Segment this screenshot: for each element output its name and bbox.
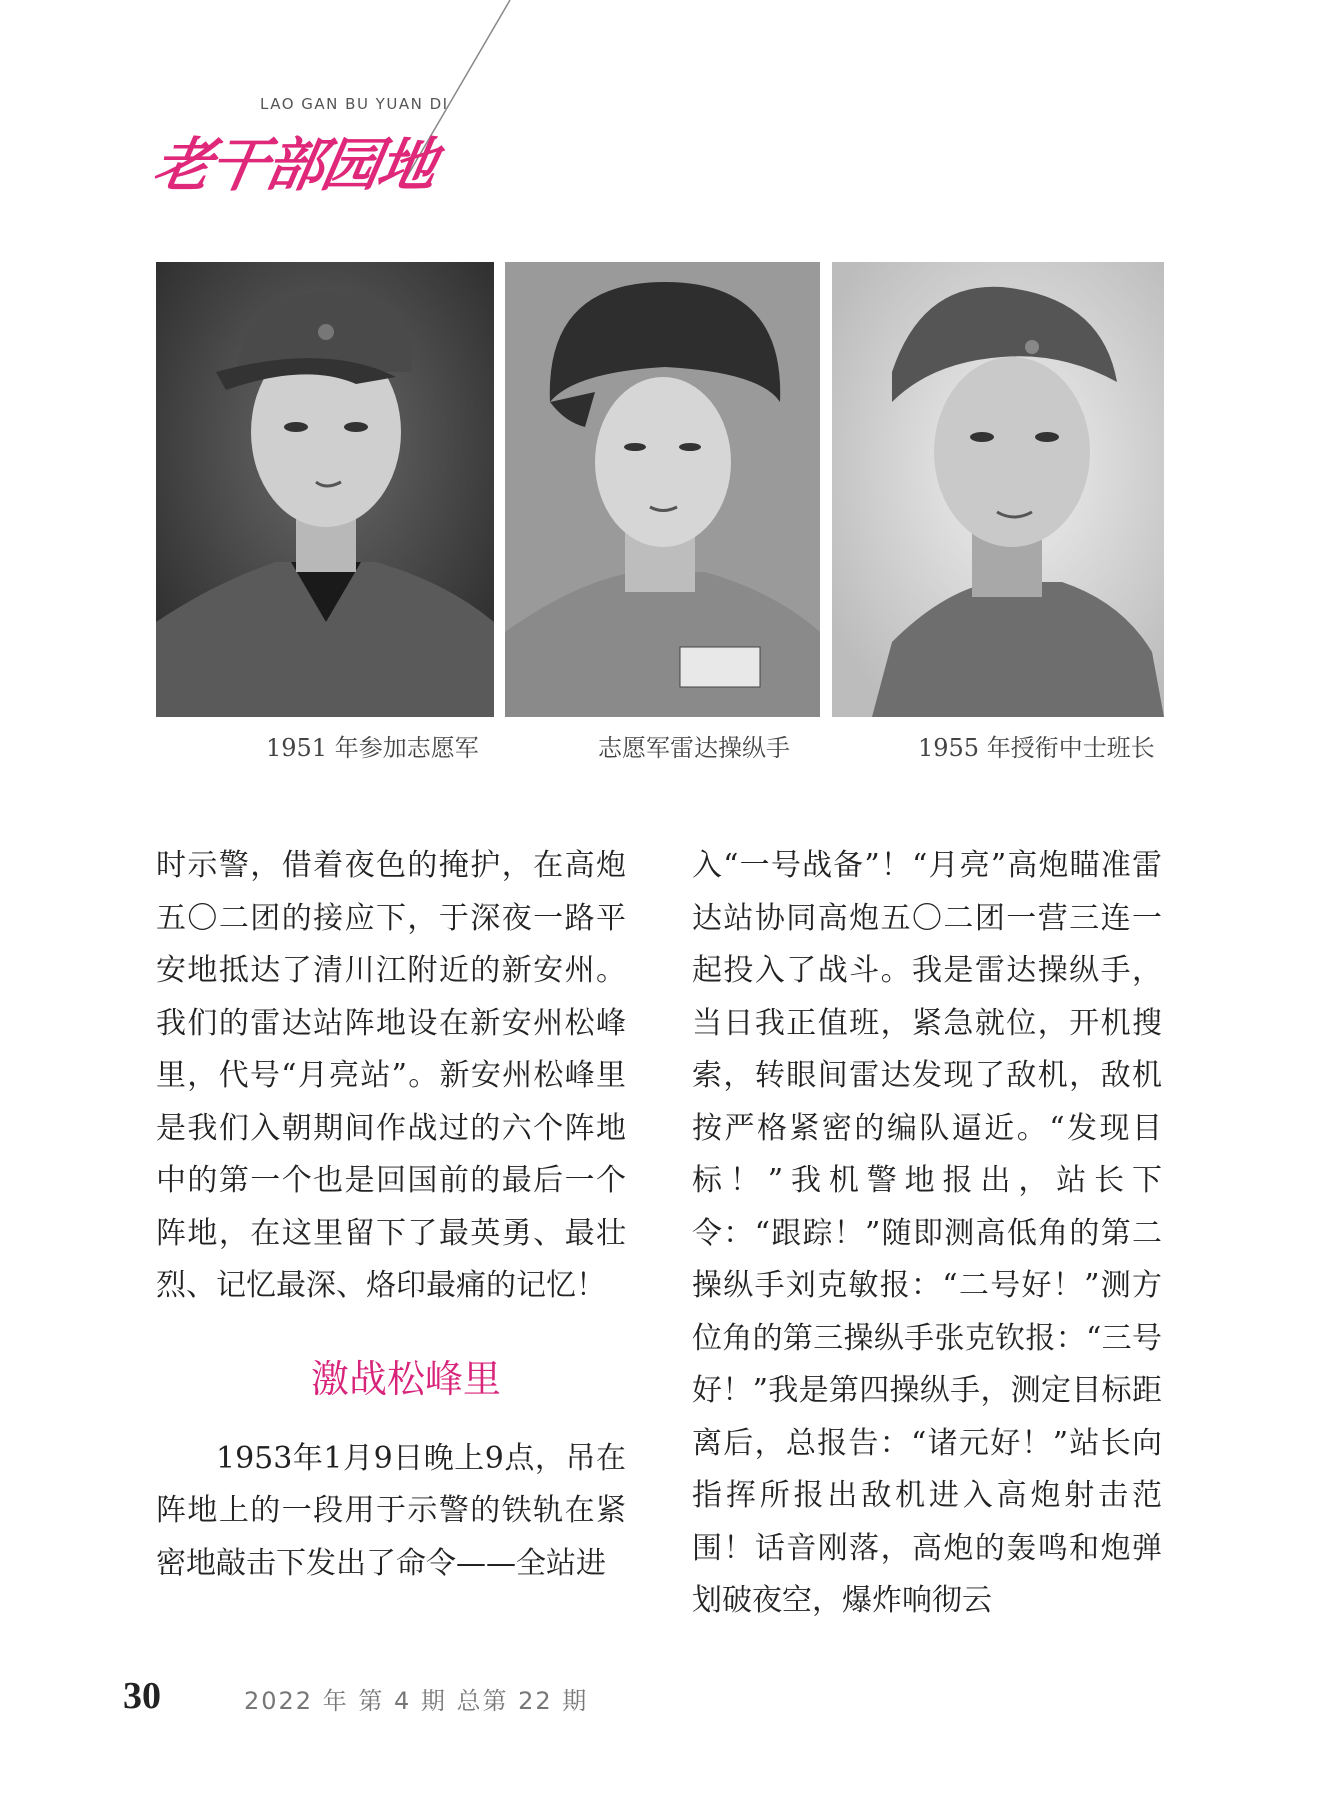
portrait-photo-1 [156, 262, 494, 717]
portrait-soldier-fur-hat-photo [505, 262, 820, 717]
portrait-photo-3 [832, 262, 1164, 717]
photo-caption-3: 1955 年授衔中士班长 [918, 734, 1155, 762]
article-paragraph: 时示警，借着夜色的掩护，在高炮五〇二团的接应下，于深夜一路平安地抵达了清川江附近的新安州。我们的雷达站阵地设在新安州松峰里，代号“月亮站”。新安州松峰里是我们入朝期间作战过的六个阵地中的第一个也是回国前的最后一个阵地，在这里留下了最英勇、最壮烈、记忆最深、烙印最痛的记忆！ [156, 848, 626, 1303]
portrait-soldier-garrison-cap-photo [832, 262, 1164, 717]
section-title: 激战松峰里 [310, 1356, 501, 1401]
article-column-left [156, 840, 626, 1590]
photo-caption-1: 1951 年参加志愿军 [266, 734, 479, 762]
photo-caption-2: 志愿军雷达操纵手 [598, 734, 790, 762]
issue-info: 2022 年 第 4 期 总第 22 期 [244, 1687, 589, 1715]
portrait-soldier-cap-photo [156, 262, 494, 717]
article-paragraph: 入“一号战备”！“月亮”高炮瞄准雷达站协同高炮五〇二团一营三连一起投入了战斗。我是雷达操纵手，当日我正值班，紧急就位，开机搜索，转眼间雷达发现了敌机，敌机按严格紧密的编队逼近。“发现目标！”我机警地报出，站长下令：“跟踪！”随即测高低角的第二操纵手刘克敏报：“二号好！”测方位角的第三操纵手张克钦报：“三号好！”我是第四操纵手，测定目标距离后，总报告：“诸元好！”站长向指挥所报出敌机进入高炮射击范围！话音刚落，高炮的轰鸣和炮弹划破夜空，爆炸响彻云 [692, 848, 1162, 1618]
column-logo: 老干部园地 [148, 131, 441, 199]
article-paragraph: 1953年1月9日晚上9点，吊在阵地上的一段用于示警的铁轨在紧密地敲击下发出了命令——全站进 [156, 1440, 626, 1581]
page-number: 30 [123, 1675, 161, 1717]
portrait-photo-2 [505, 262, 820, 717]
article-column-right [692, 840, 1162, 1628]
column-name-pinyin: LAO GAN BU YUAN DI [260, 95, 449, 113]
